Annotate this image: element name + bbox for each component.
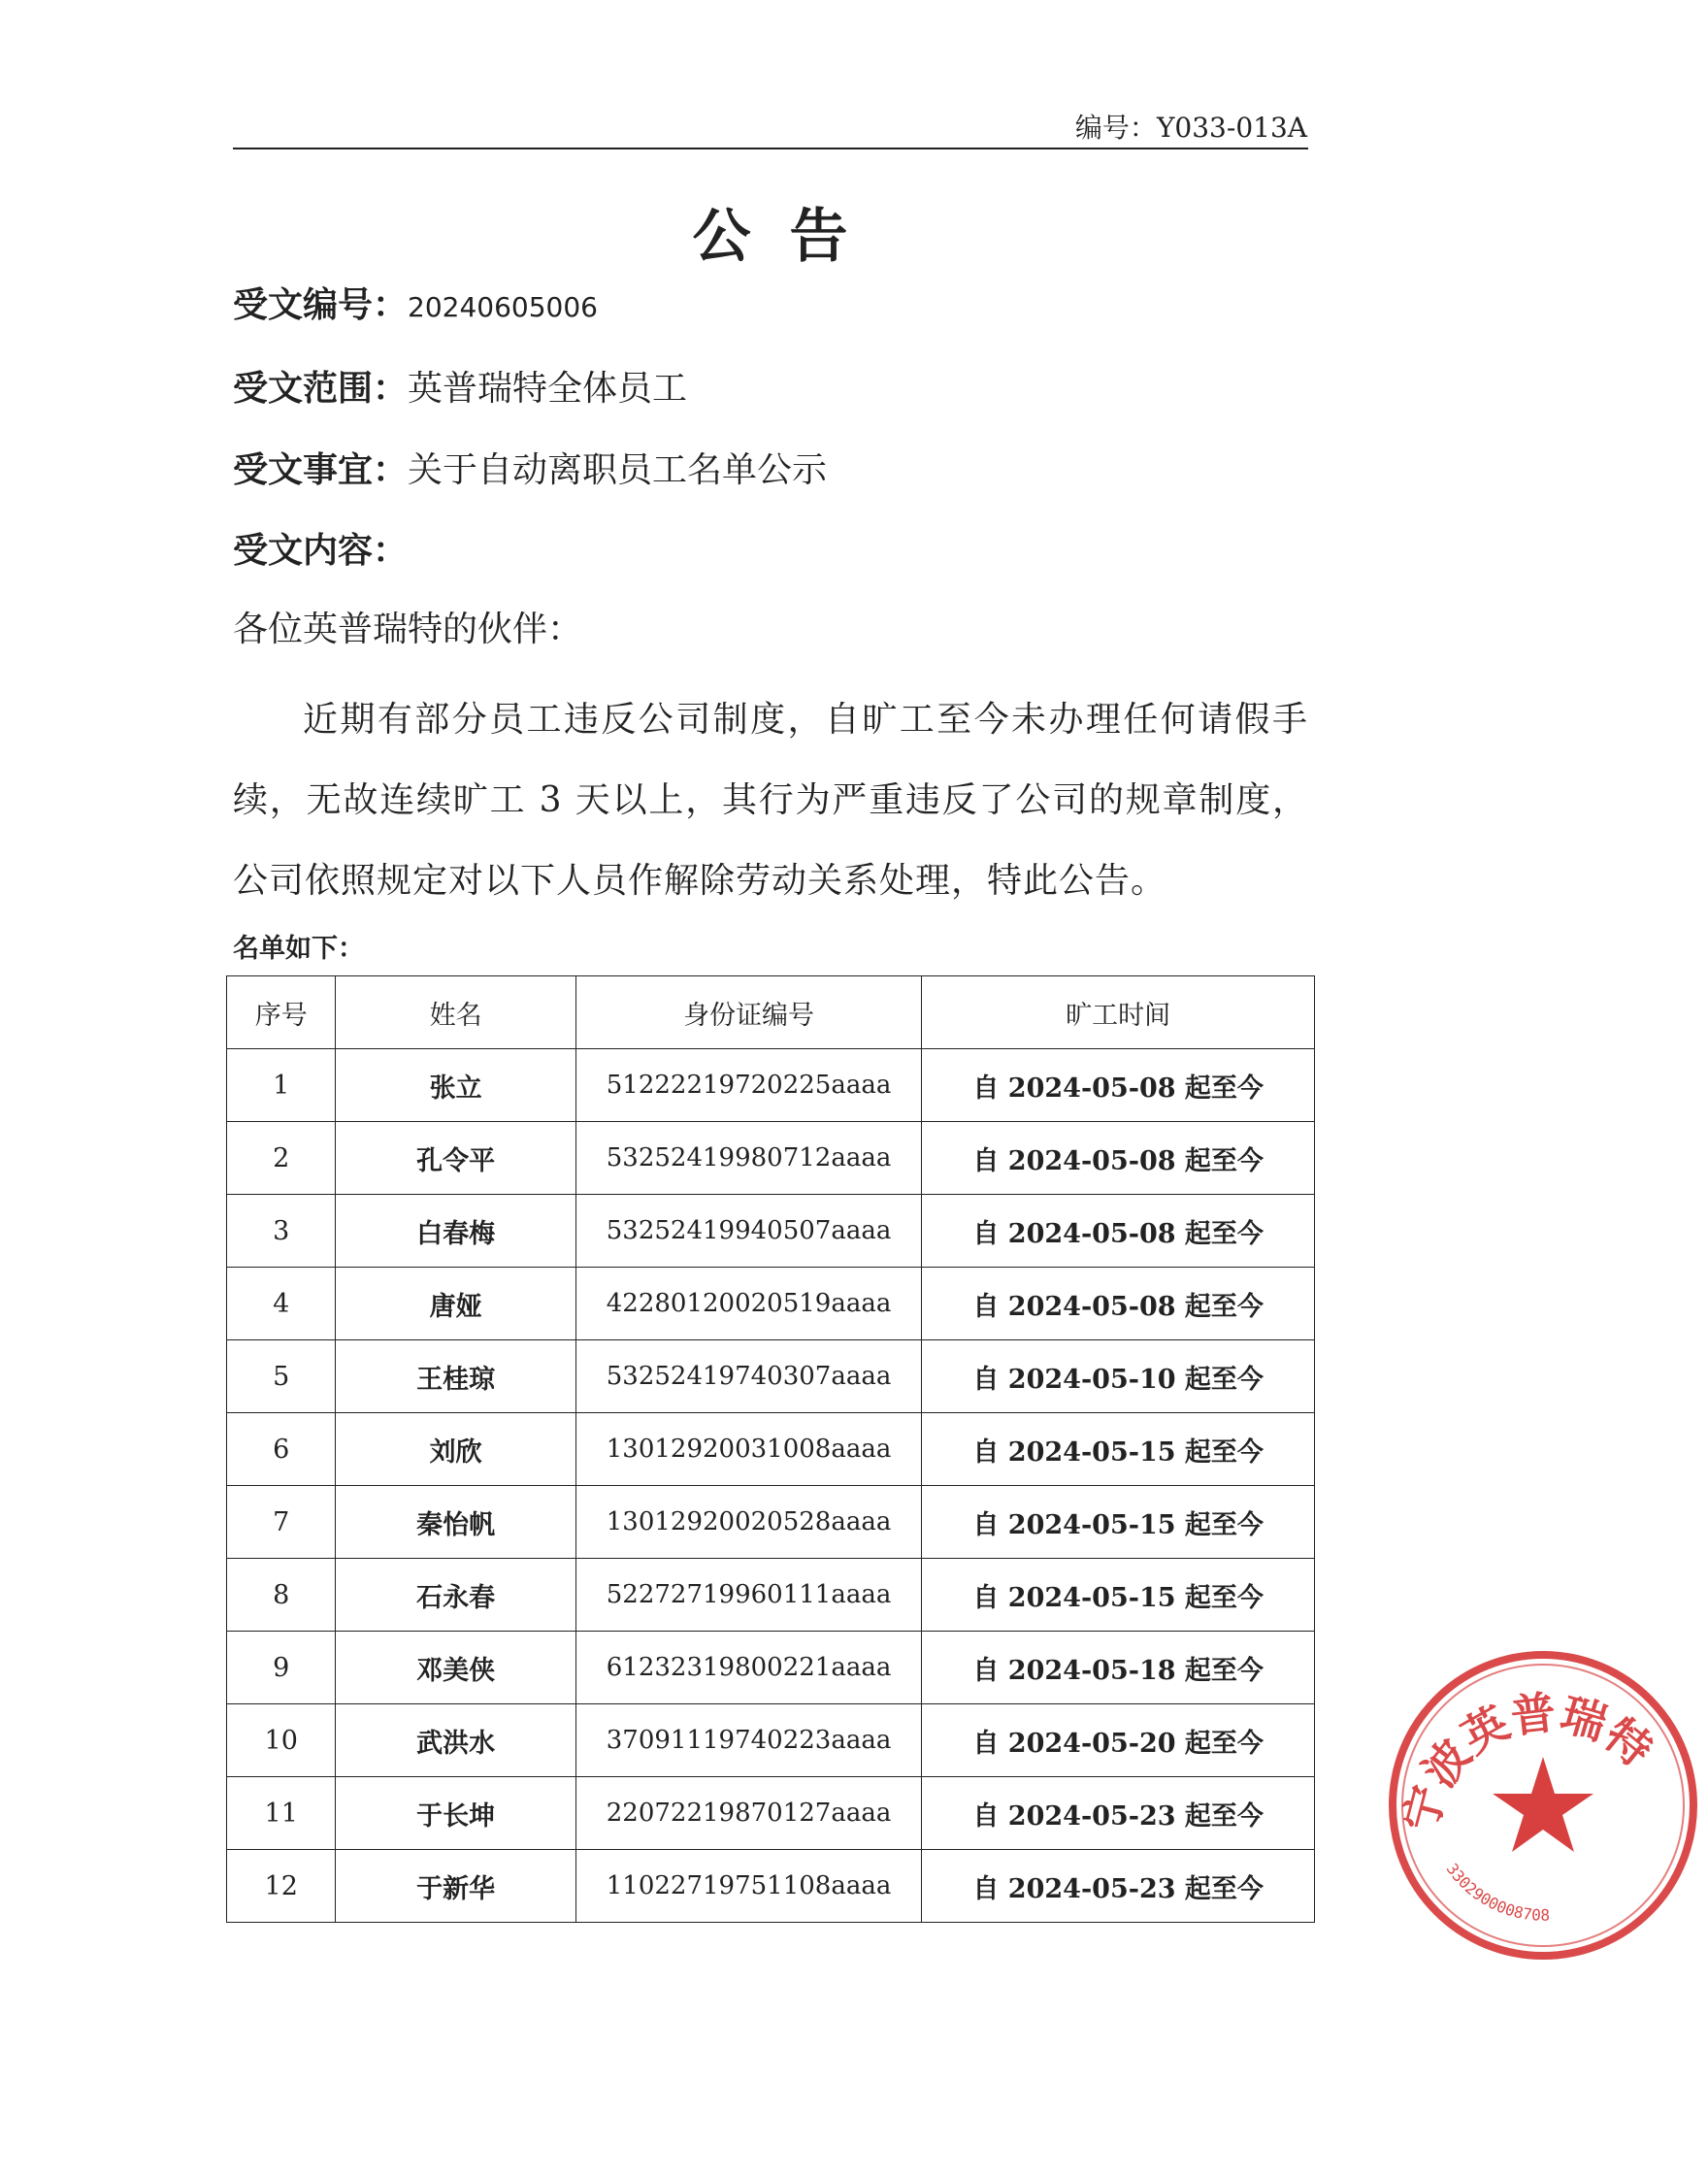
cell-no: 3 <box>227 1195 336 1268</box>
table-row <box>227 1704 1315 1777</box>
table-row <box>227 1195 1315 1268</box>
cell-no: 8 <box>227 1559 336 1632</box>
cell-period: 自 2024-05-15 起至今 <box>922 1486 1315 1559</box>
cell-no: 5 <box>227 1340 336 1413</box>
list-heading: 名单如下： <box>233 934 364 964</box>
cell-name: 于新华 <box>336 1850 575 1923</box>
doc-number-value: Y033-013A <box>1156 112 1307 144</box>
subject-value: 关于自动离职员工名单公示 <box>408 450 828 490</box>
cell-id: 53252419740307aaaa <box>575 1340 922 1413</box>
cell-period: 自 2024-05-18 起至今 <box>922 1632 1315 1704</box>
page-title: 公告 <box>692 203 887 271</box>
cell-no: 1 <box>227 1049 336 1122</box>
content-label: 受文内容： <box>233 530 409 571</box>
cell-id: 42280120020519aaaa <box>575 1268 922 1340</box>
cell-name: 白春梅 <box>336 1195 575 1268</box>
header-id: 身份证编号 <box>575 976 922 1049</box>
cell-period: 自 2024-05-15 起至今 <box>922 1413 1315 1486</box>
cell-id: 61232319800221aaaa <box>575 1632 922 1704</box>
cell-period: 自 2024-05-08 起至今 <box>922 1122 1315 1195</box>
seal-star-icon <box>1493 1757 1593 1852</box>
cell-period: 自 2024-05-23 起至今 <box>922 1777 1315 1850</box>
table-row <box>227 1559 1315 1632</box>
scope-label: 受文范围： <box>233 368 409 409</box>
seal-name-path: 宁波英普瑞特 <box>1394 1685 1662 1837</box>
content-field <box>233 527 408 575</box>
cell-name: 秦怡帆 <box>336 1486 575 1559</box>
cell-id: 52272719960111aaaa <box>575 1559 922 1632</box>
doc-number-label: 编号： <box>1074 112 1157 144</box>
seal-code <box>1443 1860 1551 1925</box>
table-row <box>227 1850 1315 1923</box>
table-row <box>227 1049 1315 1122</box>
ref-number-label: 受文编号： <box>233 284 409 325</box>
cell-no: 2 <box>227 1122 336 1195</box>
subject-label: 受文事宜： <box>233 449 409 490</box>
header-no: 序号 <box>227 976 336 1049</box>
cell-id: 53252419980712aaaa <box>575 1122 922 1195</box>
header-period: 旷工时间 <box>922 976 1315 1049</box>
table-header-row <box>227 976 1315 1049</box>
table-row <box>227 1268 1315 1340</box>
doc-number <box>1075 107 1307 146</box>
cell-id: 22072219870127aaaa <box>575 1777 922 1850</box>
cell-no: 12 <box>227 1850 336 1923</box>
cell-id: 53252419940507aaaa <box>575 1195 922 1268</box>
table-row <box>227 1340 1315 1413</box>
scope-value: 英普瑞特全体员工 <box>408 369 688 409</box>
header-rule <box>233 148 1308 149</box>
cell-no: 6 <box>227 1413 336 1486</box>
cell-no: 11 <box>227 1777 336 1850</box>
table-row <box>227 1122 1315 1195</box>
cell-name: 唐娅 <box>336 1268 575 1340</box>
table-row <box>227 1632 1315 1704</box>
cell-id: 11022719751108aaaa <box>575 1850 922 1923</box>
table-row <box>227 1777 1315 1850</box>
seal-code-path: 3302900008708 <box>1442 1860 1551 1925</box>
cell-period: 自 2024-05-10 起至今 <box>922 1340 1315 1413</box>
cell-name: 石永春 <box>336 1559 575 1632</box>
header-name: 姓名 <box>336 976 575 1049</box>
greeting: 各位英普瑞特的伙伴： <box>233 610 583 649</box>
cell-no: 4 <box>227 1268 336 1340</box>
cell-id: 51222219720225aaaa <box>575 1049 922 1122</box>
cell-name: 邓美侠 <box>336 1632 575 1704</box>
roster-table <box>226 975 1315 1923</box>
cell-name: 孔令平 <box>336 1122 575 1195</box>
cell-no: 10 <box>227 1704 336 1777</box>
cell-id: 37091119740223aaaa <box>575 1704 922 1777</box>
cell-id: 13012920020528aaaa <box>575 1486 922 1559</box>
cell-name: 武洪水 <box>336 1704 575 1777</box>
cell-no: 7 <box>227 1486 336 1559</box>
cell-id: 13012920031008aaaa <box>575 1413 922 1486</box>
cell-period: 自 2024-05-08 起至今 <box>922 1195 1315 1268</box>
cell-name: 于长坤 <box>336 1777 575 1850</box>
cell-period: 自 2024-05-08 起至今 <box>922 1268 1315 1340</box>
table-row <box>227 1486 1315 1559</box>
scope-field <box>233 365 687 413</box>
ref-number-field <box>233 281 598 331</box>
subject-field <box>233 446 827 494</box>
cell-no: 9 <box>227 1632 336 1704</box>
cell-period: 自 2024-05-15 起至今 <box>922 1559 1315 1632</box>
cell-name: 王桂琼 <box>336 1340 575 1413</box>
ref-number-value: 20240605006 <box>408 291 598 323</box>
cell-name: 张立 <box>336 1049 575 1122</box>
body-paragraph: 近期有部分员工违反公司制度，自旷工至今未办理任何请假手续，无故连续旷工 3 天以上，其行为严重违反了公司的规章制度，公司依照规定对以下人员作解除劳动关系处理，特此公告。 <box>233 700 1308 901</box>
cell-name: 刘欣 <box>336 1413 575 1486</box>
company-seal-stamp <box>1378 1640 1708 1970</box>
table-row <box>227 1413 1315 1486</box>
cell-period: 自 2024-05-23 起至今 <box>922 1850 1315 1923</box>
cell-period: 自 2024-05-08 起至今 <box>922 1049 1315 1122</box>
cell-period: 自 2024-05-20 起至今 <box>922 1704 1315 1777</box>
